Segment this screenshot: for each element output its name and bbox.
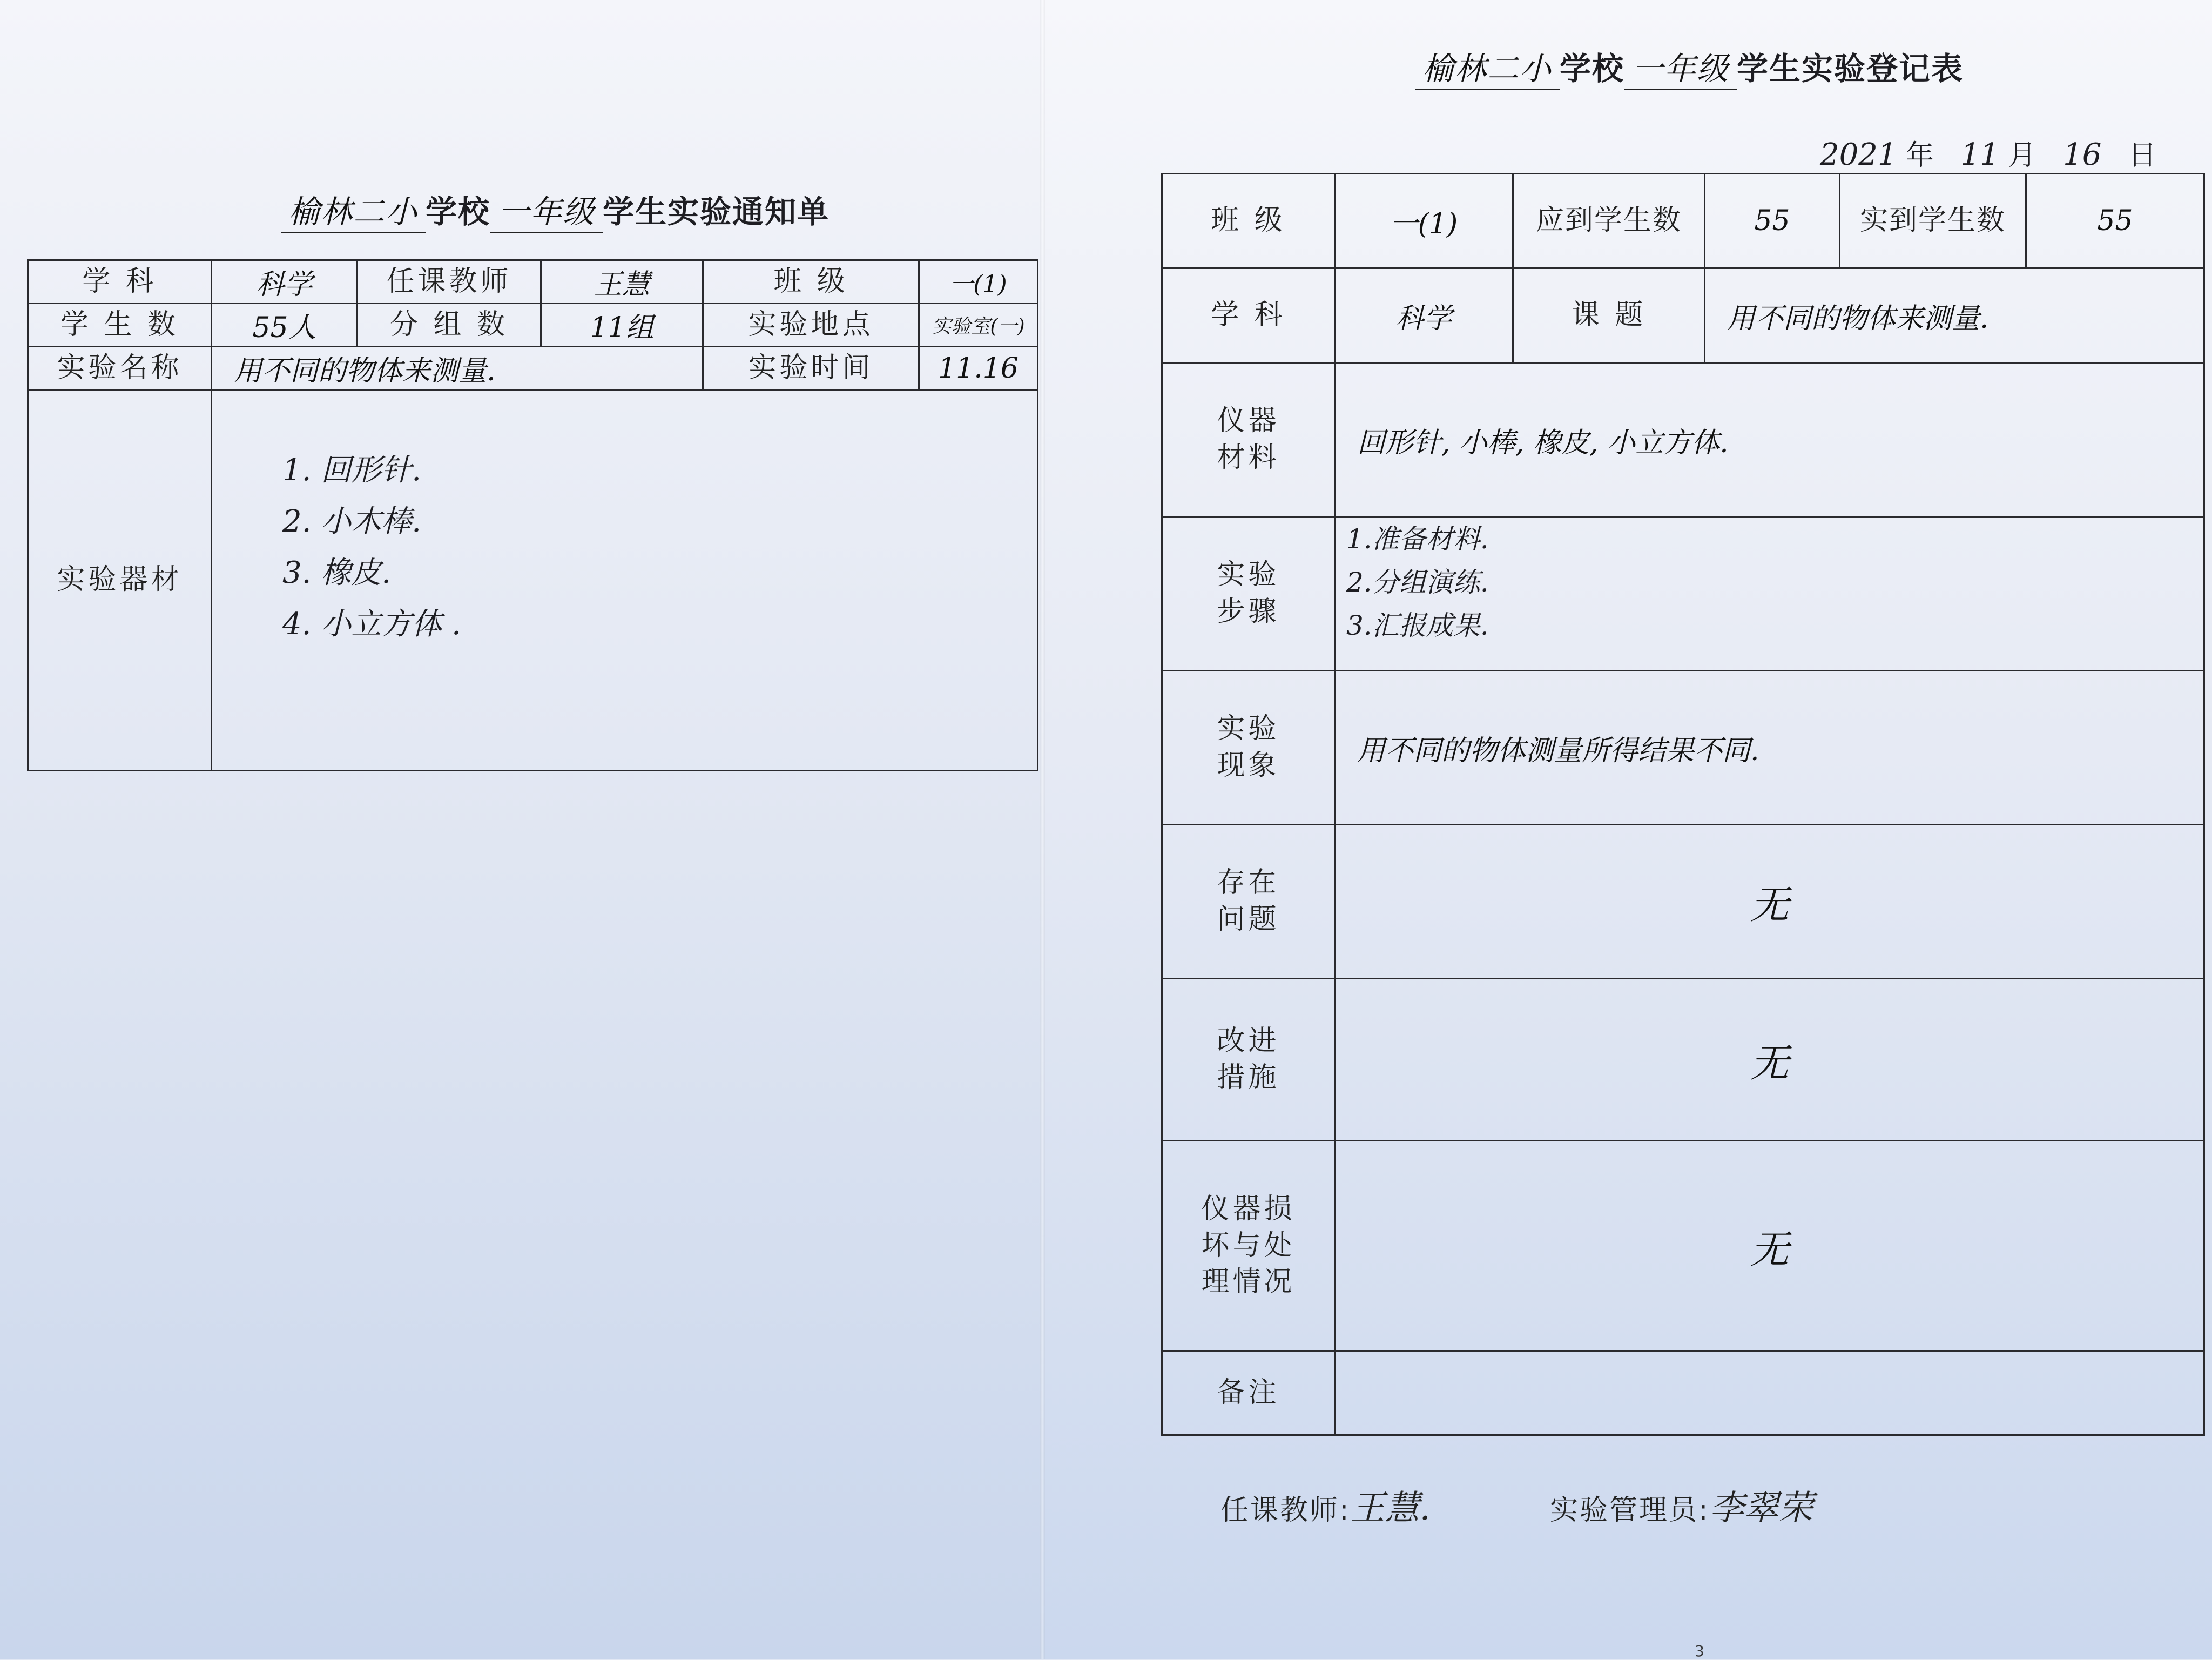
notice-time-label: 实验时间: [703, 347, 919, 390]
register-instruments-value: 回形针, 小棒, 橡皮, 小立方体.: [1335, 363, 2204, 517]
register-school: 榆林二小: [1415, 43, 1560, 90]
register-subject-label: 学 科: [1162, 268, 1335, 363]
notice-row-2: [28, 304, 1038, 347]
date-month-unit: 月: [2008, 139, 2036, 172]
material-item: 1. 回形针.: [282, 453, 422, 488]
admin-signature: 李翠荣: [1709, 1488, 1813, 1528]
register-expected-label: 应到学生数: [1513, 174, 1705, 268]
register-date: [1820, 132, 2156, 173]
register-improvements-label: 改进措施: [1162, 979, 1335, 1141]
register-topic-label: 课 题: [1513, 268, 1705, 363]
notice-row-3: [28, 347, 1038, 390]
step-item: 3.汇报成果.: [1346, 610, 1489, 641]
page-number: 3: [1695, 1642, 1704, 1660]
notice-title-suffix: 学生实验通知单: [603, 193, 830, 230]
register-class-value: 一(1): [1335, 174, 1513, 268]
page-fold: [1040, 0, 1045, 1659]
register-row-steps: [1162, 517, 2204, 671]
notice-groups-label: 分 组 数: [358, 304, 541, 347]
date-year: 2021: [1820, 137, 1897, 172]
date-day: 16: [2063, 137, 2102, 172]
notice-groups-value: 11组: [541, 304, 703, 347]
register-school-suffix: 学校: [1560, 50, 1625, 87]
register-actual-value: 55: [2026, 174, 2204, 268]
notice-name-value: 用不同的物体来测量.: [212, 347, 703, 390]
register-row-problems: [1162, 825, 2204, 979]
register-row-improvements: [1162, 979, 2204, 1141]
register-row-class: [1162, 174, 2204, 268]
step-item: 1.准备材料.: [1346, 523, 1489, 555]
notice-row-materials: [28, 390, 1038, 771]
date-month: 11: [1960, 137, 1999, 172]
admin-signature-label: 实验管理员:: [1550, 1494, 1710, 1527]
material-item: 4. 小立方体 .: [282, 607, 461, 642]
notice-materials-list: [212, 390, 1038, 771]
register-row-phenomenon: [1162, 671, 2204, 825]
register-actual-label: 实到学生数: [1840, 174, 2026, 268]
register-topic-value: 用不同的物体来测量.: [1705, 268, 2204, 363]
notice-row-1: [28, 260, 1038, 304]
register-damage-label: 仪器损坏与处理情况: [1162, 1141, 1335, 1352]
register-steps-list: [1335, 517, 2204, 671]
notice-name-label: 实验名称: [28, 347, 212, 390]
register-class-label: 班 级: [1162, 174, 1335, 268]
register-phenomenon-label: 实验现象: [1162, 671, 1335, 825]
notice-title: [281, 186, 830, 233]
notice-class-value: 一(1): [919, 260, 1038, 304]
teacher-signature: 王慧.: [1350, 1488, 1431, 1528]
material-item: 3. 橡皮.: [282, 555, 392, 590]
notice-subject-value: 科学: [212, 260, 358, 304]
admin-signature-line: [1550, 1480, 1813, 1530]
notice-teacher-value: 王慧: [541, 260, 703, 304]
register-expected-value: 55: [1705, 174, 1840, 268]
notice-location-value: 实验室(一): [919, 304, 1038, 347]
register-problems-value: 无: [1335, 825, 2204, 979]
date-day-unit: 日: [2128, 139, 2156, 172]
notice-school: 榆林二小: [281, 186, 426, 233]
register-improvements-value: 无: [1335, 979, 2204, 1141]
register-remarks-label: 备注: [1162, 1352, 1335, 1435]
register-row-subject: [1162, 268, 2204, 363]
register-row-damage: [1162, 1141, 2204, 1352]
notice-grade: 一年级: [490, 186, 603, 233]
register-instruments-label: 仪器材料: [1162, 363, 1335, 517]
notice-page: [0, 0, 1042, 1659]
notice-teacher-label: 任课教师: [358, 260, 541, 304]
register-row-instruments: [1162, 363, 2204, 517]
notice-school-suffix: 学校: [426, 193, 491, 230]
register-table: [1161, 173, 2205, 1436]
notice-table: [27, 259, 1038, 771]
notice-time-value: 11.16: [919, 347, 1038, 390]
register-phenomenon-value: 用不同的物体测量所得结果不同.: [1335, 671, 2204, 825]
register-title: [1415, 43, 1964, 90]
register-remarks-value: [1335, 1352, 2204, 1435]
register-problems-label: 存在问题: [1162, 825, 1335, 979]
teacher-signature-label: 任课教师:: [1220, 1494, 1351, 1527]
register-row-remarks: [1162, 1352, 2204, 1435]
register-damage-value: 无: [1335, 1141, 2204, 1352]
material-item: 2. 小木棒.: [282, 504, 422, 539]
register-subject-value: 科学: [1335, 268, 1513, 363]
teacher-signature-line: [1220, 1480, 1431, 1530]
notice-location-label: 实验地点: [703, 304, 919, 347]
notice-students-label: 学 生 数: [28, 304, 212, 347]
notice-students-value: 55人: [212, 304, 358, 347]
step-item: 2.分组演练.: [1346, 567, 1489, 598]
register-grade: 一年级: [1624, 43, 1737, 90]
notice-subject-label: 学 科: [28, 260, 212, 304]
notice-class-label: 班 级: [703, 260, 919, 304]
date-year-unit: 年: [1906, 139, 1934, 172]
notice-materials-label: 实验器材: [28, 390, 212, 771]
register-steps-label: 实验步骤: [1162, 517, 1335, 671]
register-title-suffix: 学生实验登记表: [1737, 50, 1964, 87]
